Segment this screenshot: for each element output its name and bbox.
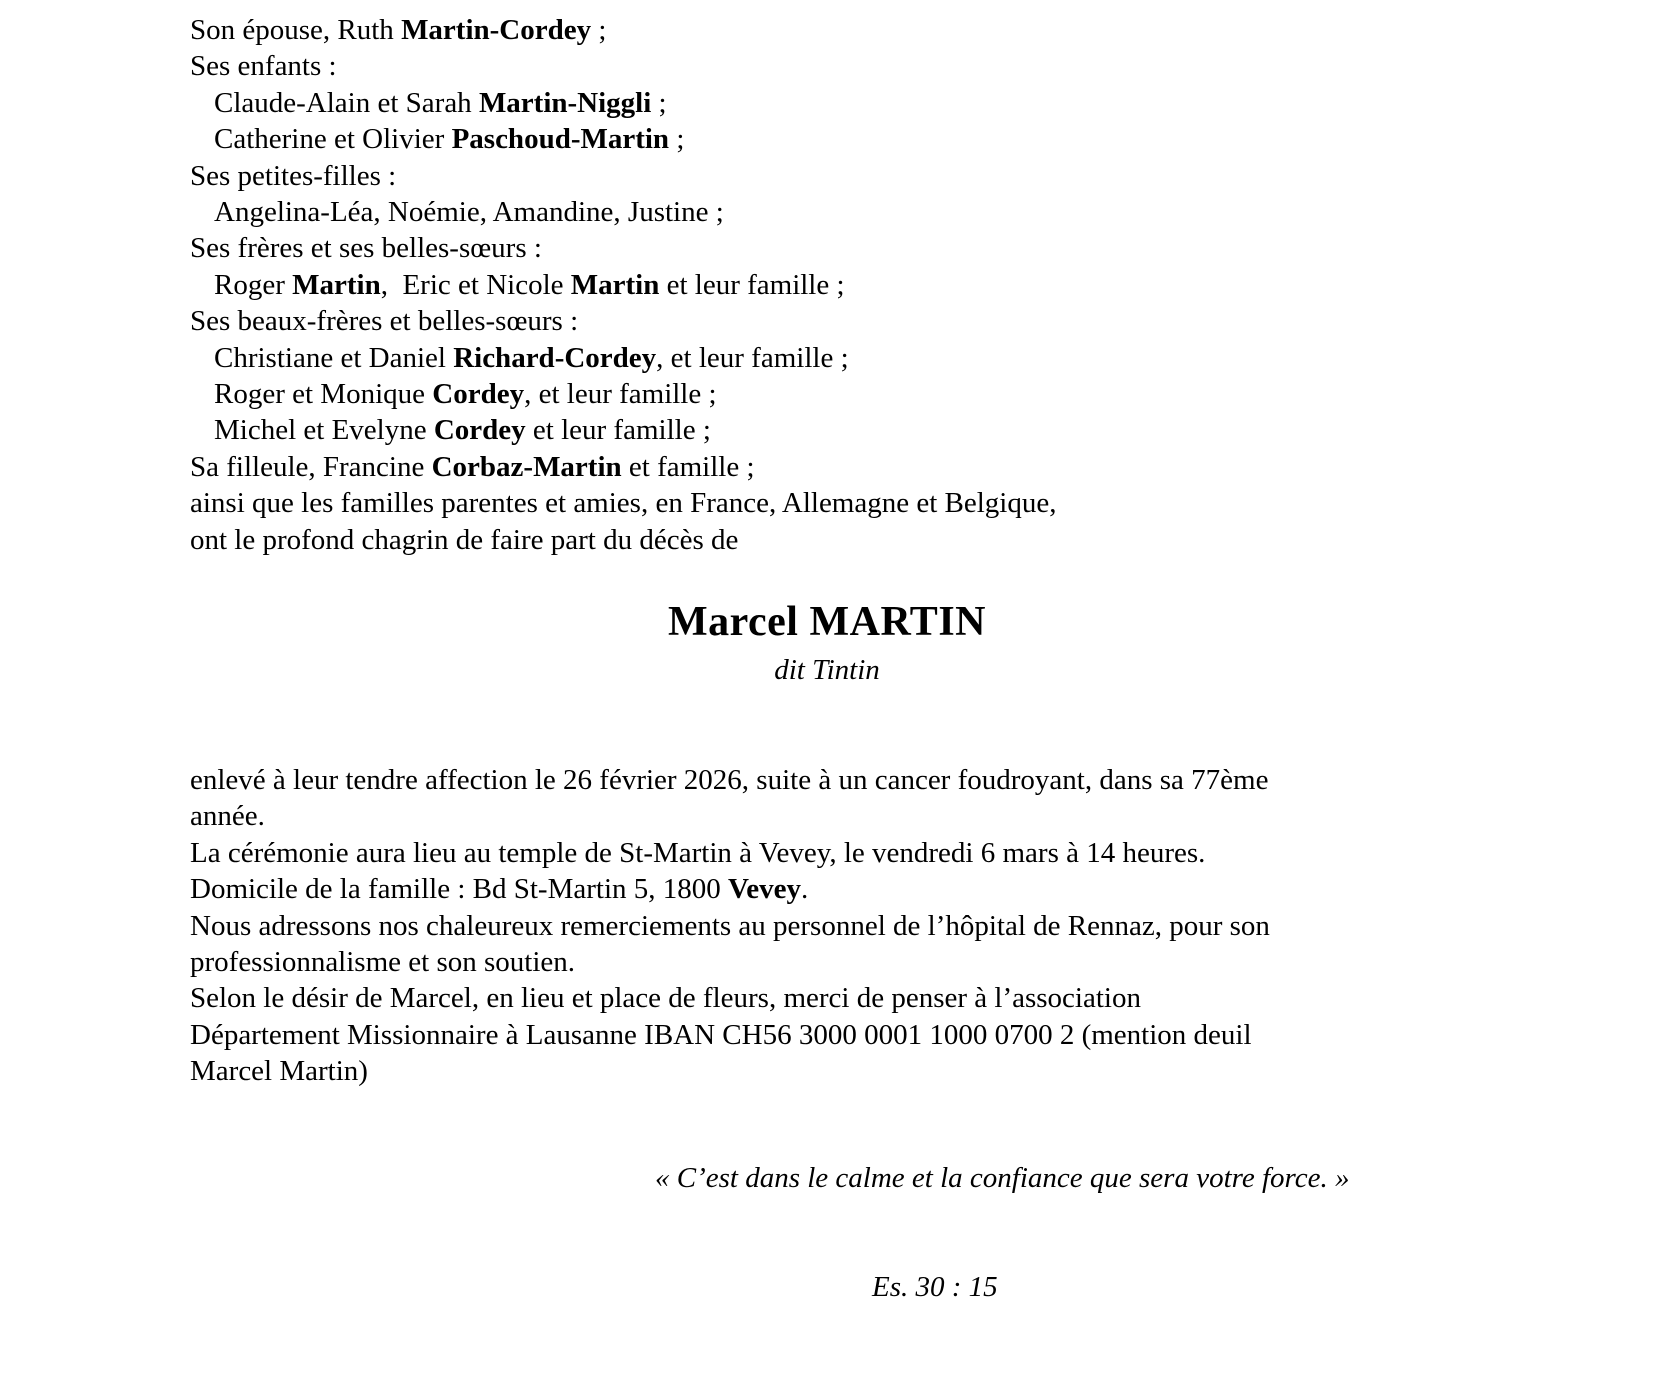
bold-name-segment: Vevey xyxy=(728,873,802,906)
text-line xyxy=(190,267,1057,303)
text-segment: ; xyxy=(669,123,685,156)
text-segment: Angelina-Léa, Noémie, Amandine, Justine ; xyxy=(214,196,724,229)
text-segment: Michel et Evelyne xyxy=(214,414,434,447)
text-segment: , Eric et Nicole xyxy=(380,268,571,301)
text-segment: Son épouse, Ruth xyxy=(190,14,402,46)
text-segment: Ses frères et ses belles-sœurs : xyxy=(190,232,542,265)
bold-name-segment: Paschoud-Martin xyxy=(451,123,670,156)
text-segment: et famille ; xyxy=(621,450,755,483)
text-line xyxy=(190,12,1057,48)
text-segment: La cérémonie aura lieu au temple de St-Martin à Vevey, le vendredi 6 mars à 14 heures. xyxy=(190,836,1206,869)
text-line xyxy=(190,835,1270,871)
text-line xyxy=(190,522,1057,558)
quote-text: « C’est dans le calme et la confiance que sera votre force. » xyxy=(655,1161,1350,1194)
text-segment: Nous adressons nos chaleureux remerciements au personnel de l’hôpital de Rennaz, pour son xyxy=(190,909,1270,942)
text-line xyxy=(190,85,1057,121)
text-line xyxy=(190,340,1057,376)
quote-reference: Es. 30 : 15 xyxy=(872,1271,998,1304)
text-segment: Département Missionnaire à Lausanne IBAN CH56 3000 0001 1000 0700 2 (mention deuil xyxy=(190,1018,1252,1051)
family-list xyxy=(190,12,1057,558)
text-segment: et leur famille ; xyxy=(659,268,845,301)
text-segment: Ses petites-filles : xyxy=(190,159,397,192)
text-segment: et leur famille ; xyxy=(525,414,711,447)
text-line xyxy=(190,48,1057,84)
bold-name-segment: Cordey xyxy=(433,414,526,447)
text-line xyxy=(190,980,1270,1016)
text-line xyxy=(190,908,1270,944)
text-segment: . xyxy=(801,873,809,906)
text-segment: Sa filleule, Francine xyxy=(190,450,432,483)
bold-name-segment: Martin xyxy=(570,268,660,301)
text-segment: ont le profond chagrin de faire part du décès de xyxy=(190,523,739,556)
text-line xyxy=(190,944,1270,980)
text-line xyxy=(190,1053,1270,1089)
text-segment: , et leur famille ; xyxy=(656,341,849,374)
text-segment: Christiane et Daniel xyxy=(214,341,454,374)
text-segment: ; xyxy=(651,86,667,119)
deceased-name: Marcel MARTIN xyxy=(668,599,986,645)
text-segment: Marcel Martin) xyxy=(190,1055,368,1088)
text-segment: Selon le désir de Marcel, en lieu et place de fleurs, merci de penser à l’association xyxy=(190,982,1141,1015)
text-line xyxy=(190,871,1270,907)
text-segment: enlevé à leur tendre affection le 26 février 2026, suite à un cancer foudroyant, dans sa 77ème xyxy=(190,764,1269,796)
text-segment: Roger et Monique xyxy=(214,378,433,411)
text-segment: Domicile de la famille : Bd St-Martin 5, 1800 xyxy=(190,873,729,906)
text-line xyxy=(190,121,1057,157)
text-line xyxy=(190,449,1057,485)
text-segment: Ses enfants : xyxy=(190,50,337,83)
text-line xyxy=(190,376,1057,412)
bold-name-segment: Corbaz-Martin xyxy=(431,450,622,483)
text-line xyxy=(190,1017,1270,1053)
text-segment: Ses beaux-frères et belles-sœurs : xyxy=(190,305,579,338)
bold-name-segment: Cordey xyxy=(432,378,525,411)
text-segment: professionnalisme et son soutien. xyxy=(190,946,576,979)
text-segment: ainsi que les familles parentes et amies, en France, Allemagne et Belgique, xyxy=(190,487,1057,520)
text-line xyxy=(190,762,1270,798)
text-line xyxy=(190,158,1057,194)
text-line xyxy=(190,485,1057,521)
bold-name-segment: Martin xyxy=(292,268,381,301)
text-segment: Catherine et Olivier xyxy=(214,123,452,156)
text-segment: Roger xyxy=(214,268,293,301)
text-line xyxy=(190,303,1057,339)
bold-name-segment: Richard-Cordey xyxy=(453,341,657,374)
text-line xyxy=(190,798,1270,834)
text-line xyxy=(190,230,1057,266)
text-line xyxy=(190,412,1057,448)
quote-block xyxy=(190,1087,1349,1378)
text-segment: ; xyxy=(591,14,607,46)
text-line xyxy=(190,194,1057,230)
announcement-paragraph xyxy=(190,762,1270,1090)
text-segment: Claude-Alain et Sarah xyxy=(214,86,479,119)
bold-name-segment: Martin-Niggli xyxy=(478,86,652,119)
text-segment: année. xyxy=(190,800,265,833)
text-segment: , et leur famille ; xyxy=(524,378,717,411)
bold-name-segment: Martin-Cordey xyxy=(401,14,592,46)
deceased-nickname: dit Tintin xyxy=(774,654,880,686)
